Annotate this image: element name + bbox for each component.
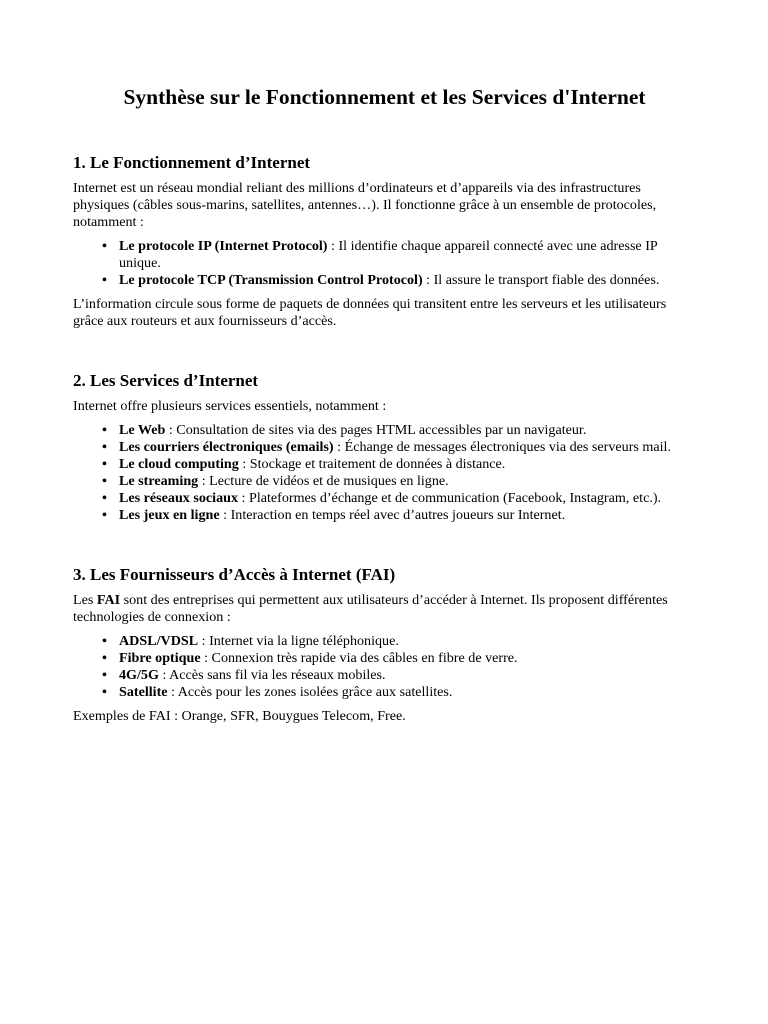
section-services [73,371,696,524]
list-item [102,473,696,490]
list-item-term: Les courriers électroniques (emails) [119,439,334,455]
list-item-text: : Échange de messages électroniques via des serveurs mail. [333,439,671,455]
bullet-icon: • [102,422,107,438]
bullet-icon: • [102,439,107,455]
list-item [102,667,696,684]
bullet-icon: • [102,507,107,523]
list-item-term: Le streaming [119,473,199,489]
bullet-icon: • [102,272,107,288]
list-item-text: : Stockage et traitement de données à distance. [238,456,506,472]
paragraph-text: sont des entreprises qui permettent aux utilisateurs d’accéder à Internet. Ils proposent différentes technologies de connexion : [73,592,668,625]
section-fai [73,565,696,725]
list-item [102,238,696,272]
list-item-text: : Accès pour les zones isolées grâce aux satellites. [167,684,453,700]
document-title: Synthèse sur le Fonctionnement et les Services d'Internet [123,85,646,109]
bullet-icon: • [102,684,107,700]
bullet-list [73,422,696,524]
section-heading: 1. Le Fonctionnement d’Internet [73,153,311,172]
list-item [102,650,696,667]
section-heading: 3. Les Fournisseurs d’Accès à Internet (FAI) [73,565,396,584]
bullet-icon: • [102,667,107,683]
section-paragraph: Exemples de FAI : Orange, SFR, Bouygues Telecom, Free. [73,708,406,724]
bullet-icon: • [102,456,107,472]
section-paragraph: Internet est un réseau mondial reliant des millions d’ordinateurs et d’appareils via des infrastructures physiques (câbles sous-marins, satellites, antennes…). Il fonctionne grâce à un ensemble de protocoles, notamment : [73,180,657,230]
list-item-term: Les réseaux sociaux [119,490,239,506]
bullet-icon: • [102,633,107,649]
list-item-text: : Internet via la ligne téléphonique. [198,633,399,649]
paragraph-term: FAI [96,592,121,608]
bullet-icon: • [102,238,107,254]
paragraph-text: Les [73,592,97,608]
list-item-text: : Accès sans fil via les réseaux mobiles. [158,667,386,683]
list-item [102,439,696,456]
list-item [102,684,696,701]
bullet-list [73,238,696,289]
list-item-text: : Il assure le transport fiable des données. [422,272,660,288]
list-item-term: Satellite [119,684,168,700]
list-item-text: : Interaction en temps réel avec d’autres joueurs sur Internet. [219,507,566,523]
bullet-list [73,633,696,701]
list-item-term: 4G/5G [119,667,159,683]
list-item [102,422,696,439]
list-item-text: : Consultation de sites via des pages HTML accessibles par un navigateur. [165,422,587,438]
section-paragraph [73,592,696,626]
list-item-text: : Il identifie chaque appareil connecté avec une adresse IP unique. [119,238,658,271]
list-item-text: : Plateformes d’échange et de communication (Facebook, Instagram, etc.). [238,490,662,506]
list-item-term: Le cloud computing [119,456,239,472]
bullet-icon: • [102,473,107,489]
list-item-text: : Connexion très rapide via des câbles en fibre de verre. [200,650,518,666]
list-item-term: Le protocole TCP (Transmission Control Protocol) [119,272,423,288]
bullet-icon: • [102,490,107,506]
list-item [102,507,696,524]
list-item-term: Fibre optique [119,650,201,666]
list-item-term: Les jeux en ligne [119,507,220,523]
section-heading: 2. Les Services d’Internet [73,371,259,390]
list-item [102,272,696,289]
list-item [102,633,696,650]
section-paragraph: Internet offre plusieurs services essentiels, notamment : [73,398,387,414]
bullet-icon: • [102,650,107,666]
list-item-term: Le Web [119,422,166,438]
list-item-term: Le protocole IP (Internet Protocol) [119,238,328,254]
section-fonctionnement [73,153,696,330]
section-paragraph: L’information circule sous forme de paquets de données qui transitent entre les serveurs et les utilisateurs grâce aux routeurs et aux fournisseurs d’accès. [73,296,667,329]
list-item-term: ADSL/VDSL [119,633,199,649]
list-item-text: : Lecture de vidéos et de musiques en ligne. [198,473,449,489]
list-item [102,490,696,507]
list-item [102,456,696,473]
